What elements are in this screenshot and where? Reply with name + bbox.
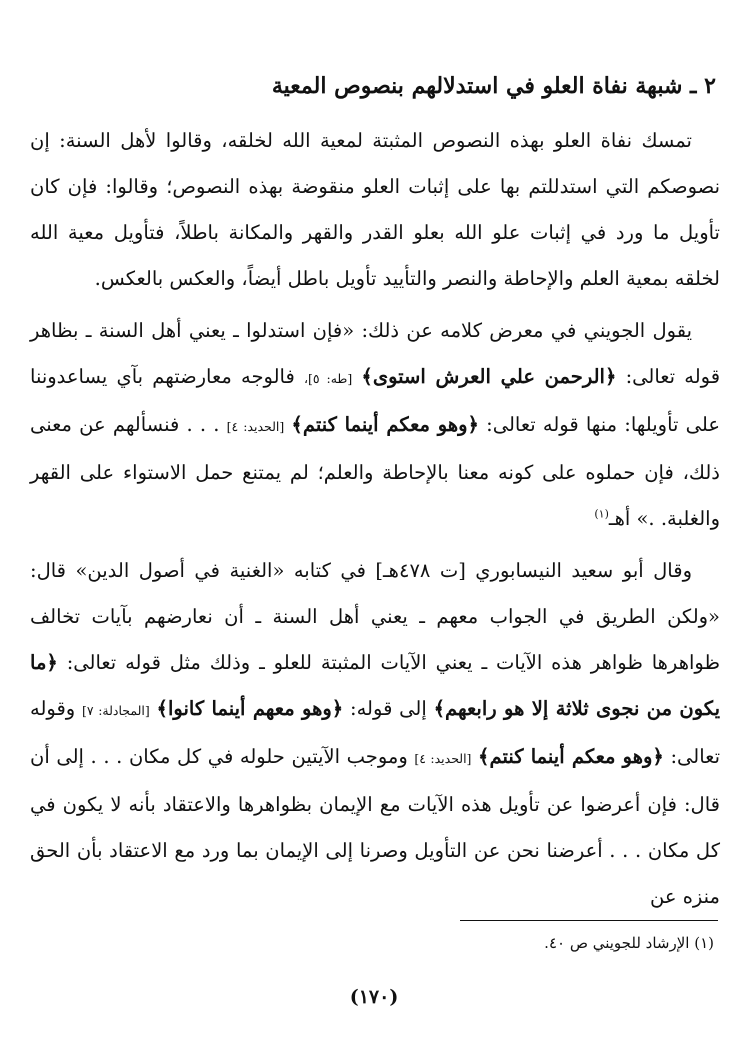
quran-verse-hadid: ﴿وهو معكم أينما كنتم﴾ [291,413,479,436]
quran-verse-taha: ﴿الرحمن علي العرش استوى﴾ [361,365,617,388]
juwayni-quote-intro: يقول الجويني في معرض كلامه عن ذلك: «فإن استدلوا ـ يعني أهل السنة ـ بظاهر قوله تعالى: [30,319,721,388]
page-number: (١٧٠) [349,986,399,1008]
naysaburi-quote-intro: وقال أبو سعيد النيسابوري [ت ٤٧٨هـ] في كتابه «الغنية في أصول الدين» قال: «ولكن الطريق في الجواب معهم ـ يعني أهل السنة ـ أن نعارضهم بآيات تخالف ظواهرها ظواهر هذه الآيات ـ يعني الآيات المثبتة للعلو ـ وذلك مثل قوله تعالى: [30,559,720,674]
footnote: (١) الإرشاد للجويني ص ٤٠. [544,934,714,952]
paragraph-3 [30,548,720,920]
verse-reference-hadid: [الحديد: ٤] [226,419,285,434]
footnote-divider [460,920,718,921]
quran-verse-mujadila-start: ﴿ما يكون من نجوى ثلاثة إلا هو رابعهم﴾ [30,651,721,720]
naysaburi-quote-rest: وموجب الآيتين حلوله في كل مكان . . . إلى أن قال: فإن أعرضوا عن تأويل هذه الآيات مع الإيمان بظواهرها والاعتقاد بأنه لا يكون في كل مكان . . . أعرضنا نحن عن التأويل وصرنا إلى الإيمان بما ورد مع الاعتقاد بأن الحق منزه عن [30,745,720,908]
paragraph-2 [30,308,720,542]
juwayni-quote-middle: فالوجه معارضتهم بآي يساعدوننا على تأويلها: منها قوله تعالى: [30,365,720,436]
verse-reference-taha: [طه: ٥]، [303,371,353,386]
naysaburi-quote-link: إلى قوله: [350,697,427,720]
paragraph-1-text: تمسك نفاة العلو بهذه النصوص المثبتة لمعية الله لخلقه، وقالوا لأهل السنة: إن نصوصكم التي استدللتم بها على إثبات العلو منقوضة بهذه النصوص؛ وقالوا: فإن كان تأويل ما ورد في إثبات علو الله بعلو القدر والقهر والمكانة باطلاً، فتأويل معية الله لخلقه بمعية العلم والإحاطة والنصر والتأييد تأويل باطل أيضاً، والعكس بالعكس. [30,129,720,290]
naysaburi-quote-and: وقوله تعالى: [30,697,720,768]
verse-reference-mujadila: [المجادلة: ٧] [82,703,150,718]
footnote-marker: (١) [594,507,609,521]
quran-verse-hadid-2: ﴿وهو معكم أينما كنتم﴾ [478,745,664,768]
juwayni-quote-end: . . . فنسألهم عن معنى ذلك، فإن حملوه على كونه معنا بالإحاطة والعلم؛ لم يمتنع حمل الاستواء على القهر والغلبة. .» أهـ [30,413,720,530]
quran-verse-mujadila-end: ﴿وهو معهم أينما كانوا﴾ [156,697,344,720]
paragraph-1 [30,118,720,302]
section-heading: ٢ ـ شبهة نفاة العلو في استدلالهم بنصوص المعية [271,73,716,99]
page-body [30,62,720,920]
verse-reference-hadid-2: [الحديد: ٤] [414,751,472,766]
